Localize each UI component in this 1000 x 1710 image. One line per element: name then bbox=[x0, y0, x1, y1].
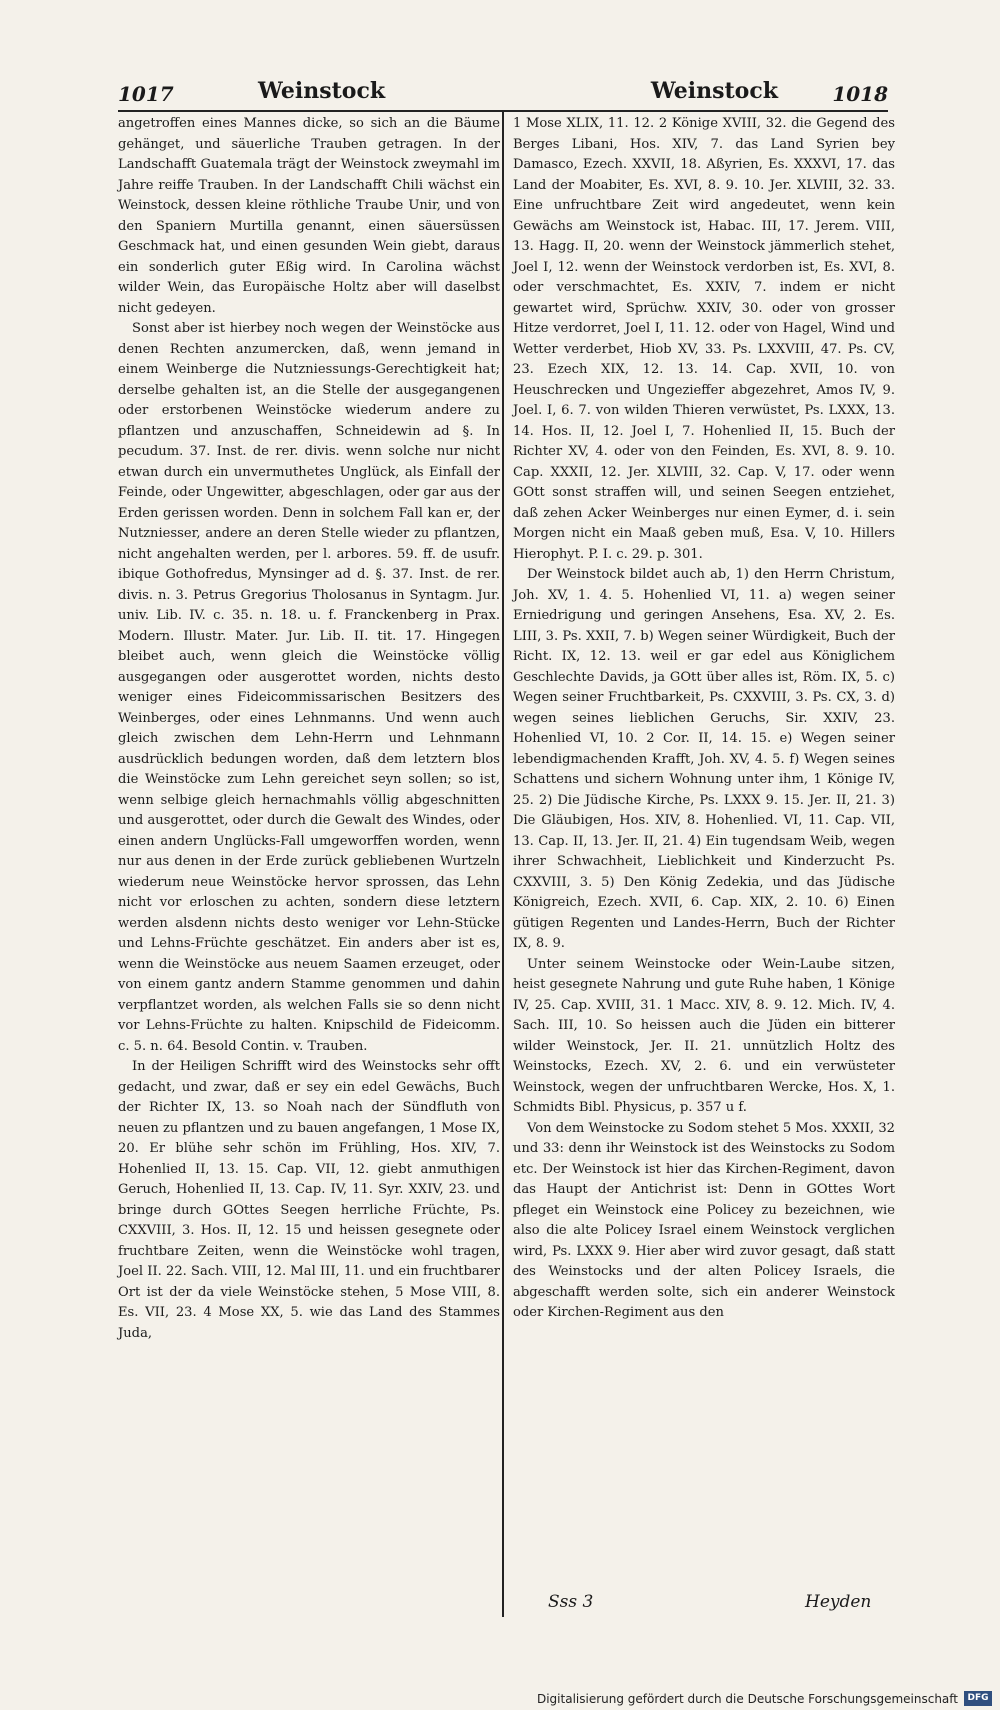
left-running-title: Weinstock bbox=[258, 78, 386, 104]
paragraph: In der Heiligen Schrifft wird des Weinstocks sehr offt gedacht, und zwar, daß er sey ein edel Gewächs, Buch der Richter IX, 13. so Noah nach der Sündfluth von neuen zu pflantzen und zu bauen angefangen, 1 Mose IX, 20. Er blühe sehr schön im Frühling, Hos. XIV, 7. Hohenlied II, 13. 15. Cap. VII, 12. giebt anmuthigen Geruch, Hohenlied II, 13. Cap. IV, 11. Syr. XXIV, 23. und bringe durch GOttes Seegen herrliche Früchte, Ps. CXXVIII, 3. Hos. II, 12. 15 und heissen gesegnete oder fruchtbare Zeiten, wenn die Weinstöcke wohl tragen, Joel II. 22. Sach. VIII, 12. Mal III, 11. und ein fruchtbarer Ort ist der da viele Weinstöcke stehen, 5 Mose VIII, 8. Es. VII, 23. 4 Mose XX, 5. wie das Land des Stammes Juda, bbox=[118, 1059, 500, 1341]
digitization-credit-bar bbox=[0, 1688, 1000, 1710]
paragraph: angetroffen eines Mannes dicke, so sich an die Bäume gehänget, und säuerliche Trauben getragen. In der Landschafft Guatemala trägt der Weinstock zweymahl im Jahre reiffe Trauben. In der Landschafft Chili wächst ein Weinstock, dessen kleine röthliche Traube Unir, und von den Spaniern Murtilla genannt, einen säuersüssen Geschmack hat, und einen gesunden Wein giebt, daraus ein sonderlich guter Eßig wird. In Carolina wächst wilder Wein, das Europäische Holtz aber will daselbst nicht gedeyen. bbox=[118, 116, 500, 316]
right-page-number: 1018 bbox=[832, 82, 888, 106]
paragraph: 1 Mose XLIX, 11. 12. 2 Könige XVIII, 32. die Gegend des Berges Libani, Hos. XIV, 7. das Land Syrien bey Damasco, Ezech. XXVII, 18. Aßyrien, Es. XXXVI, 17. das Land der Moabiter, Es. XVI, 8. 9. 10. Jer. XLVIII, 32. 33. Eine unfruchtbare Zeit wird angedeutet, wenn kein Gewächs am Weinstock ist, Habac. III, 17. Jerem. VIII, 13. Hagg. II, 20. wenn der Weinstock jämmerlich stehet, Joel I, 12. wenn der Weinstock verdorben ist, Es. XVI, 8. oder verschmachtet, Es. XXIV, 7. indem er nicht gewartet wird, Sprüchw. XXIV, 30. oder von grosser Hitze verdorret, Joel I, 11. 12. oder von Hagel, Wind und Wetter verderbet, Hiob XV, 33. Ps. LXXVIII, 47. Ps. CV, 23. Ezech XIX, 12. 13. 14. Cap. XVII, 10. von Heuschrecken und Ungezieffer abgezehret, Amos IV, 9. Joel. I, 6. 7. von wilden Thieren verwüstet, Ps. LXXX, 13. 14. Hos. II, 12. Joel I, 7. Hohenlied II, 15. Buch der Richter XV, 4. oder von den Feinden, Es. XVI, 8. 9. 10. Cap. XXXII, 12. Jer. XLVIII, 32. Cap. V, 17. oder wenn GOtt sonst straffen will, und seinen Seegen entziehet, daß zehen Acker Weinberges nur einen Eymer, d. i. sein Morgen nicht ein Maaß geben muß, Esa. V, 10. Hillers Hierophyt. P. I. c. 29. p. 301. bbox=[513, 116, 895, 562]
paragraph: Sonst aber ist hierbey noch wegen der Weinstöcke aus denen Rechten anzumercken, daß, wenn jemand in einem Weinberge die Nutzniessungs-Gerechtigkeit hat; derselbe gehalten ist, an die Stelle der ausgegangenen oder erstorbenen Weinstöcke wiederum andere zu pflantzen und anzuschaffen, Schneidewin ad §. In pecudum. 37. Inst. de rer. divis. wenn solche nur nicht etwan durch ein unvermuthetes Unglück, als Einfall der Feinde, oder Ungewitter, abgeschlagen, oder gar aus der Erden gerissen worden. Denn in solchem Fall kan er, der Nutzniesser, andere an deren Stelle wieder zu pflantzen, nicht angehalten werden, per l. arbores. 59. ff. de usufr. ibique Gothofredus, Mynsinger ad d. §. 37. Inst. de rer. divis. n. 3. Petrus Gregorius Tholosanus in Syntagm. Jur. univ. Lib. IV. c. 35. n. 18. u. f. Franckenberg in Prax. Modern. Illustr. Mater. Jur. Lib. II. tit. 17. Hingegen bleibet auch, wenn gleich die Weinstöcke völlig ausgegangen oder ausgerottet worden, nichts desto weniger eines Fideicommissarischen Besitzers des Weinberges, oder eines Lehnmanns. Und wenn auch gleich zwischen dem Lehn-Herrn und Lehnmann ausdrücklich bedungen worden, daß dem letztern blos die Weinstöcke zum Lehn gereichet seyn sollen; so ist, wenn selbige gleich hernachmahls völlig abgeschnitten und ausgerottet, oder durch die Gewalt des Windes, oder einen andern Unglücks-Fall umgeworffen worden, wenn nur aus denen in der Erde zurück gebliebenen Wurtzeln wiederum neue Weinstöcke hervor sprossen, das Lehn nicht vor erloschen zu achten, sondern diese letztern werden alsdenn nichts desto weniger vor Lehn-Stücke und Lehns-Früchte geschätzet. Ein anders aber ist es, wenn die Weinstöcke aus neuem Saamen erzeuget, oder von einem gantz andern Stamme genommen und dahin verpflantzet worden, als welchen Falls sie so denn nicht vor Lehns-Früchte zu halten. Knipschild de Fideicomm. c. 5. n. 64. Besold Contin. v. Trauben. bbox=[118, 321, 500, 1054]
left-page-number: 1017 bbox=[118, 82, 174, 106]
catchword: Heyden bbox=[805, 1592, 872, 1612]
column-divider bbox=[502, 112, 504, 1617]
page-header bbox=[118, 78, 888, 112]
credit-text: Digitalisierung gefördert durch die Deutsche Forschungsgemeinschaft bbox=[536, 1692, 958, 1706]
signature-mark: Sss 3 bbox=[548, 1592, 594, 1612]
right-running-title: Weinstock bbox=[650, 78, 778, 104]
paragraph: Von dem Weinstocke zu Sodom stehet 5 Mos. XXXII, 32 und 33: denn ihr Weinstock ist des Weinstocks zu Sodom etc. Der Weinstock ist hier das Kirchen-Regiment, davon das Haupt der Antichrist ist: Denn in GOttes Wort pfleget ein Weinstock eine Policey zu bezeichnen, wie also die alte Policey Israel einem Weinstock verglichen wird, Ps. LXXX 9. Hier aber wird zuvor gesagt, daß statt des Weinstocks und der alten Policey Israels, die abgeschafft werden solte, sich ein anderer Weinstock oder Kirchen-Regiment aus den bbox=[513, 1120, 895, 1320]
paragraph: Unter seinem Weinstocke oder Wein-Laube sitzen, heist gesegnete Nahrung und gute Ruhe haben, 1 Könige IV, 25. Cap. XVIII, 31. 1 Macc. XIV, 8. 9. 12. Mich. IV, 4. Sach. III, 10. So heissen auch die Jüden ein bitterer wilder Weinstock, Jer. II. 21. unnützlich Holtz des Weinstocks, Ezech. XV, 2. 6. und ein verwüsteter Weinstock, wegen der unfruchtbaren Wercke, Hos. X, 1. Schmidts Bibl. Physicus, p. 357 u f. bbox=[513, 956, 895, 1115]
right-column bbox=[513, 114, 895, 1324]
paragraph: Der Weinstock bildet auch ab, 1) den Herrn Christum, Joh. XV, 1. 4. 5. Hohenlied VI, 11. a) wegen seiner Erniedrigung und geringen Ansehens, Esa. XV, 2. Es. LIII, 3. Ps. XXII, 7. b) Wegen seiner Würdigkeit, Buch der Richt. IX, 12. 13. weil er gar edel aus Königlichem Geschlechte Davids, ja GOtt über alles ist, Röm. IX, 5. c) Wegen seiner Fruchtbarkeit, Ps. CXXVIII, 3. Ps. CX, 3. d) wegen seines lieblichen Geruchs, Sir. XXIV, 23. Hohenlied VI, 10. 2 Cor. II, 14. 15. e) Wegen seiner lebendigmachenden Krafft, Joh. XV, 4. 5. f) Wegen seines Schattens und sichern Wohnung unter ihm, 1 Könige IV, 25. 2) Die Jüdische Kirche, Ps. LXXX 9. 15. Jer. II, 21. 3) Die Gläubigen, Hos. XIV, 8. Hohenlied. VI, 11. Cap. VII, 13. Cap. II, 13. Jer. II, 21. 4) Ein tugendsam Weib, wegen ihrer Schwachheit, Lieblichkeit und Kinderzucht Ps. CXXVIII, 3. 5) Den König Zedekia, und das Jüdische Königreich, Ezech. XVII, 6. Cap. XIX, 2. 10. 6) Einen gütigen Regenten und Landes-Herrn, Buch der Richter IX, 8. 9. bbox=[513, 567, 895, 951]
left-column bbox=[118, 114, 500, 1344]
dfg-logo: DFG bbox=[964, 1691, 992, 1706]
